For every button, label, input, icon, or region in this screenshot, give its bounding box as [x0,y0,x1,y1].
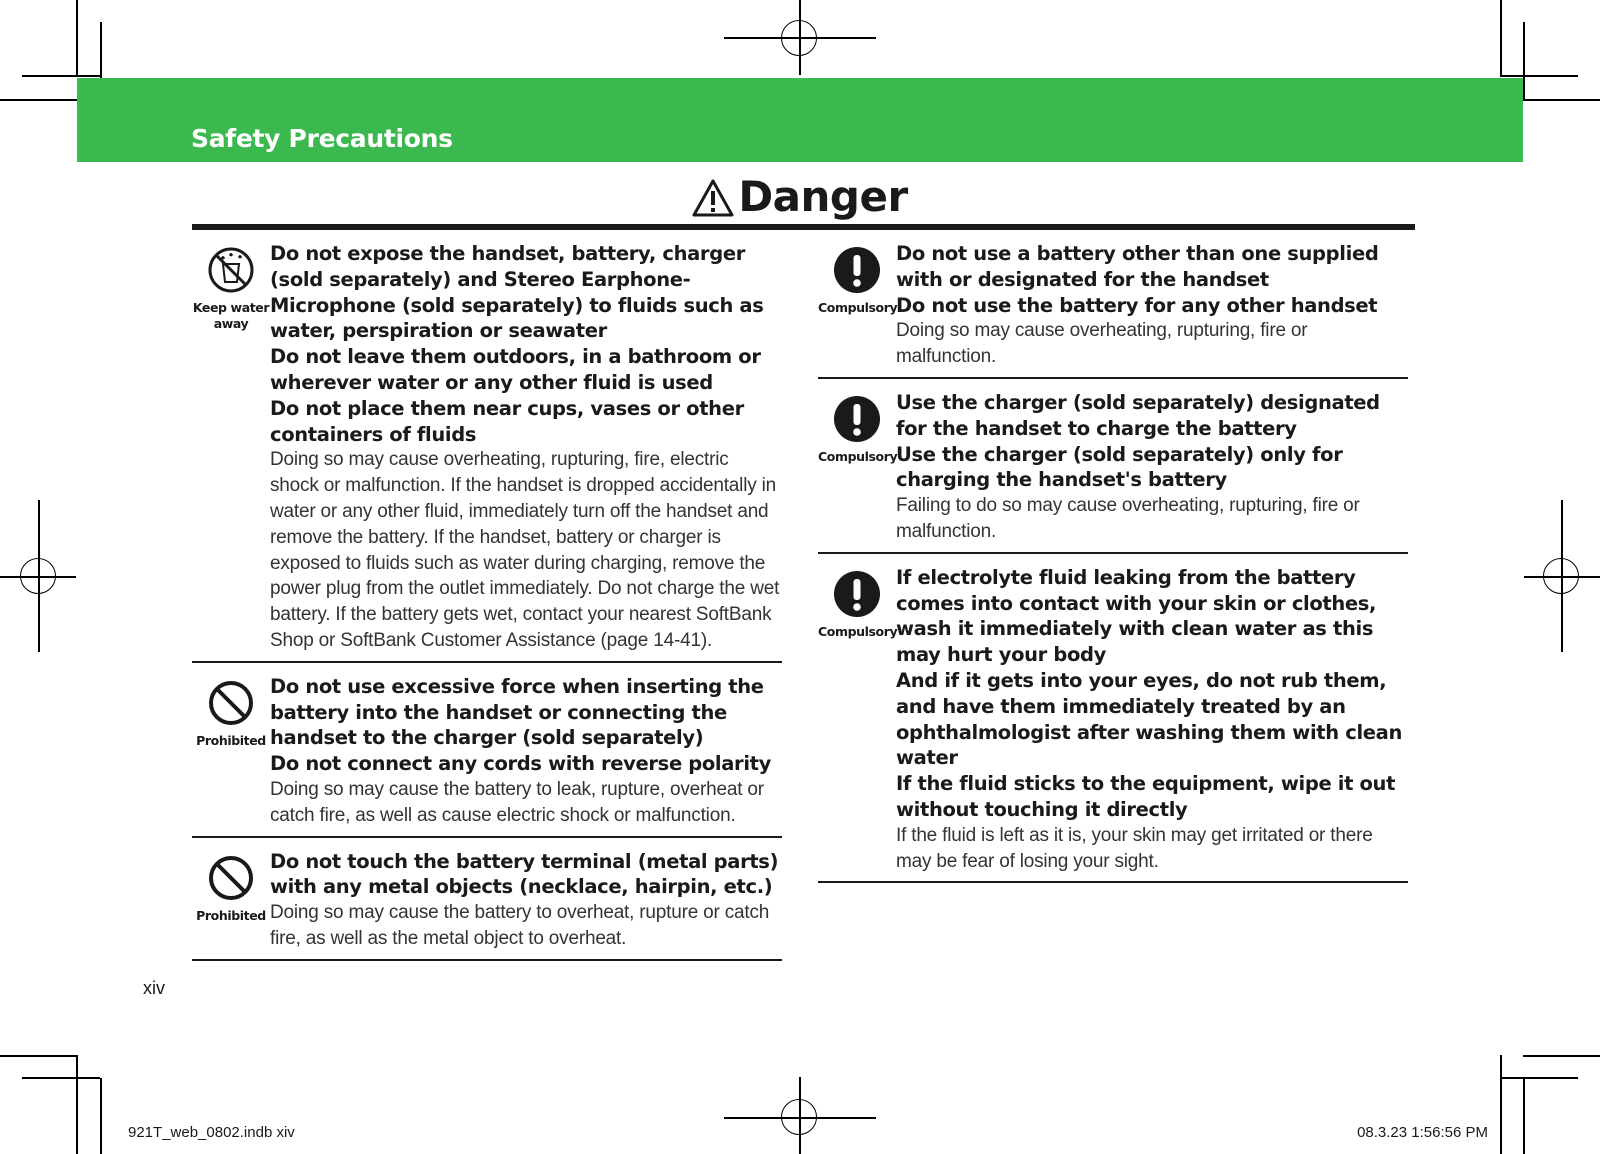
entry-heading: Do not touch the battery terminal (metal parts) with any metal objects (necklace, hairpin, etc.) [270,849,779,899]
icon-label: Compulsory [818,623,898,639]
entry-text [896,390,1408,545]
icon-label: Prohibited [196,907,266,923]
entry-body: If the fluid is left as it is, your skin may get irritated or there may be fear of losing your sight. [896,824,1373,872]
entry-icon-block [818,565,896,875]
warning-entry [192,669,782,838]
entry-heading: And if it gets into your eyes, do not rub them, and have them immediately treated by an ophthalmologist after washing them with clean water [896,668,1402,770]
entry-heading: Do not leave them outdoors, in a bathroom or wherever water or any other fluid is used [270,345,761,394]
entry-heading: Do not place them near cups, vases or other containers of fluids [270,396,744,446]
icon-label: Prohibited [196,732,266,748]
page-title: Safety Precautions [191,124,453,153]
keep-water-away-icon [192,246,270,299]
compulsory-icon [818,570,896,623]
entry-heading: If electrolyte fluid leaking from the battery comes into contact with your skin or clothes, wash it immediately with clean water as this may hurt your body [896,565,1377,667]
entry-heading: Do not use a battery other than one supplied with or designated for the handset [896,242,1379,291]
entry-icon-block [192,849,270,952]
section-title-text: Danger [738,172,908,221]
entry-heading: If the fluid sticks to the equipment, wipe it out without touching it directly [896,772,1396,821]
right-column [818,236,1408,889]
icon-label: Compulsory [818,448,898,464]
print-slug-file: 921T_web_0802.indb xiv [128,1124,295,1141]
entry-heading: Do not expose the handset, battery, charger (sold separately) and Stereo Earphone-Microphone (sold separately) to fluids such as water, perspiration or seawater [270,242,764,343]
entry-icon-block [192,241,270,654]
entry-heading: Do not use the battery for any other handset [896,293,1378,317]
entry-body: Doing so may cause the battery to leak, rupture, overheat or catch fire, as well as cause electric shock or malfunction. [270,778,764,826]
icon-label: Keep water away [192,300,270,331]
entry-icon-block [818,390,896,545]
entry-heading: Use the charger (sold separately) only for charging the handset's battery [896,442,1343,492]
icon-label: Compulsory [818,300,898,315]
entry-text [896,241,1408,370]
entry-heading: Do not connect any cords with reverse polarity [270,752,771,776]
prohibited-icon [192,679,270,732]
entry-icon-block [192,674,270,829]
entry-heading: Do not use excessive force when inserting the battery into the handset or connecting the handset to the charger (sold separately) [270,674,764,750]
compulsory-icon [818,395,896,448]
entry-text [270,674,782,829]
compulsory-icon [818,246,896,299]
warning-triangle-icon [692,179,734,217]
entry-text [270,241,782,654]
header-band [77,78,1523,162]
entry-text [896,565,1408,875]
page-number: xiv [143,978,165,998]
warning-entry [192,844,782,961]
left-column [192,236,782,967]
warning-entry [192,236,782,663]
print-slug-date: 08.3.23 1:56:56 PM [1357,1124,1488,1141]
entry-body: Doing so may cause overheating, rupturing, fire, electric shock or malfunction. If the handset is dropped accidentally in water or any other fluid, immediately turn off the handset and remove the battery. If the handset, battery or charger is exposed to fluids such as water during charging, remove the power plug from the outlet immediately. Do not charge the wet battery. If the battery gets wet, contact your nearest SoftBank Shop or SoftBank Customer Assistance (page 14-41). [270,449,780,651]
prohibited-icon [192,854,270,907]
entry-heading: Use the charger (sold separately) designated for the handset to charge the battery [896,390,1380,440]
entry-text [270,849,782,952]
section-divider [192,224,1415,230]
warning-entry [818,236,1408,379]
entry-body: Doing so may cause overheating, rupturing, fire or malfunction. [896,320,1308,368]
entry-body: Failing to do so may cause overheating, rupturing, fire or malfunction. [896,495,1360,542]
entry-body: Doing so may cause the battery to overheat, rupture or catch fire, as well as the metal object to overheat. [270,902,770,949]
warning-entry [818,385,1408,554]
warning-entry [818,560,1408,884]
section-title [0,172,1600,221]
entry-icon-block [818,241,896,370]
